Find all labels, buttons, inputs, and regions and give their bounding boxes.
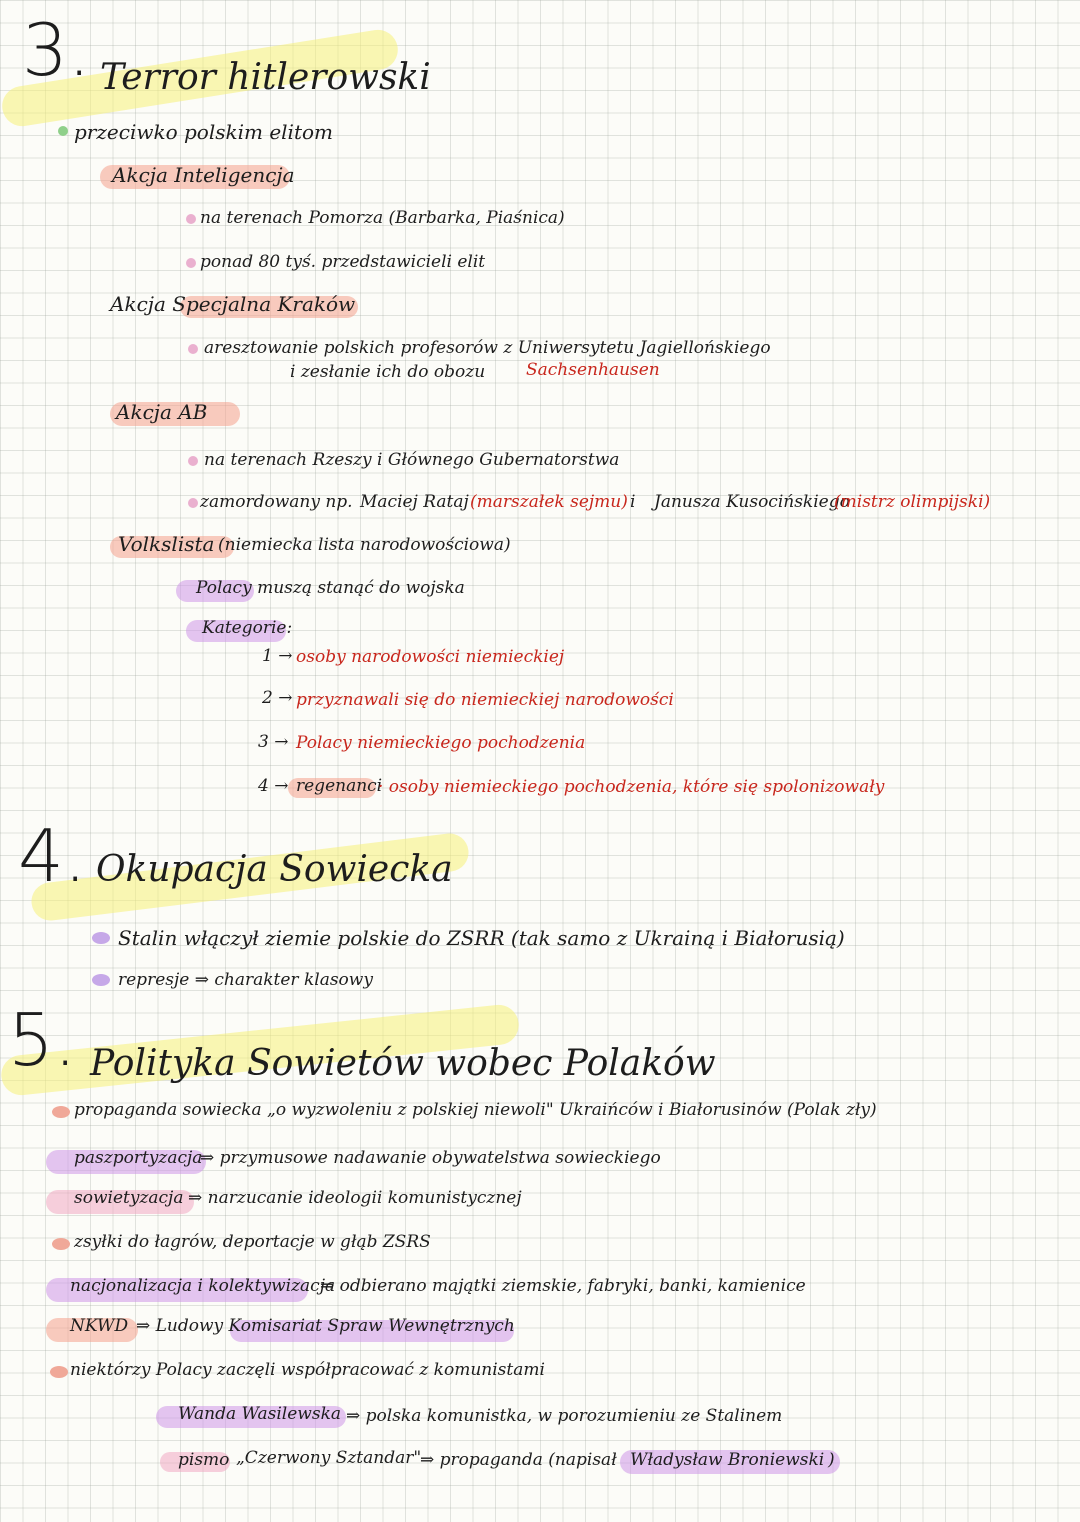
category-3-text: Polacy niemieckiego pochodzenia	[296, 733, 586, 753]
bullet-dot	[186, 258, 196, 268]
akcja-ab-point-1: na terenach Rzeszy i Głównego Gubernatorstwa	[204, 450, 620, 470]
section-4-title: Okupacja Sowiecka	[96, 849, 453, 890]
akcja-inteligencja-point-1: na terenach Pomorza (Barbarka, Piaśnica)	[200, 208, 565, 228]
s4-point-2: represje ⇒ charakter klasowy	[118, 970, 373, 990]
section-5-number: 5.	[8, 998, 77, 1082]
akcja-ab-conjunction: i	[630, 492, 636, 512]
section-5-title: Polityka Sowietów wobec Polaków	[90, 1043, 716, 1084]
volkslista-definition: (niemiecka lista narodowościowa)	[218, 535, 511, 555]
akcja-inteligencja-point-2: ponad 80 tyś. przedstawicieli elit	[200, 252, 486, 272]
bullet-dot	[52, 1106, 70, 1118]
s5-point-paszportyzacja: ⇒ przymusowe nadawanie obywatelstwa sowieckiego	[200, 1148, 661, 1168]
akcja-krakow-point-1-cont: i zesłanie ich do obozu	[290, 362, 486, 382]
bullet-dot	[188, 498, 198, 508]
s3-intro: przeciwko polskim elitom	[74, 120, 333, 144]
volkslista-point-1: Polacy muszą stanąć do wojska	[196, 578, 465, 598]
section-3-title: Terror hitlerowski	[100, 57, 431, 98]
bullet-dot	[188, 456, 198, 466]
s5-term-nkwd: NKWD	[70, 1316, 129, 1336]
bullet-dot	[92, 932, 110, 944]
s5-point-nacjonalizacja: ⇒ odbierano majątki ziemskie, fabryki, banki, kamienice	[320, 1276, 806, 1296]
s5-pismo-label: pismo	[178, 1450, 230, 1470]
s5-point-nkwd: ⇒ Ludowy Komisariat Spraw Wewnętrznych	[136, 1316, 515, 1336]
category-4-number: 4 →	[258, 776, 289, 796]
s5-point-sowietyzacja: ⇒ narzucanie ideologii komunistycznej	[188, 1188, 522, 1208]
category-1-number: 1 →	[262, 646, 293, 666]
s5-term-sowietyzacja: sowietyzacja	[74, 1188, 184, 1208]
section-4-number: 4.	[18, 814, 87, 898]
category-4-term: regenanci	[296, 776, 383, 796]
s5-point-propaganda: propaganda sowiecka „o wyzwoleniu z polskiej niewoli" Ukraińców i Białorusinów (Polak zły)	[74, 1100, 877, 1120]
bullet-dot	[50, 1366, 68, 1378]
s5-name-broniewski: Władysław Broniewski	[630, 1450, 825, 1470]
s4-point-1: Stalin włączył ziemie polskie do ZSRR (tak samo z Ukrainą i Białorusią)	[118, 926, 845, 950]
akcja-ab-name-kusocinski: Janusza Kusocińskiego	[654, 492, 850, 512]
category-3-number: 3 →	[258, 732, 289, 752]
category-1-text: osoby narodowości niemieckiej	[296, 647, 565, 667]
s5-term-czerwony-sztandar: „Czerwony Sztandar"	[236, 1448, 422, 1468]
bullet-dot	[58, 126, 68, 136]
bullet-dot	[52, 1238, 70, 1250]
bullet-dot	[92, 974, 110, 986]
akcja-ab-point-2-prefix: zamordowany np.	[200, 492, 353, 512]
bullet-dot	[188, 344, 198, 354]
category-4-text: · osoby niemieckiego pochodzenia, które się spolonizowały	[378, 777, 885, 797]
section-3-number: 3.	[22, 8, 91, 92]
s5-term-paszportyzacja: paszportyzacja	[74, 1148, 203, 1168]
volkslista-heading: Volkslista	[118, 532, 215, 556]
category-2-number: 2 →	[262, 688, 293, 708]
akcja-ab-heading: Akcja AB	[116, 400, 208, 424]
akcja-ab-role-rataj: (marszałek sejmu)	[470, 492, 628, 512]
akcja-krakow-point-1: aresztowanie polskich profesorów z Uniwersytetu Jagiellońskiego	[204, 338, 771, 358]
akcja-krakow-heading: Akcja Specjalna Kraków	[110, 292, 356, 316]
s5-point-deportacje: zsyłki do łagrów, deportacje w głąb ZSRS	[74, 1232, 431, 1252]
category-2-text: przyznawali się do niemieckiej narodowości	[296, 690, 674, 710]
akcja-krakow-camp: Sachsenhausen	[526, 360, 660, 380]
s5-term-nacjonalizacja: nacjonalizacja i kolektywizacja	[70, 1276, 336, 1296]
s5-point-wasilewska: ⇒ polska komunistka, w porozumieniu ze Stalinem	[346, 1406, 783, 1426]
akcja-ab-name-rataj: Maciej Rataj	[360, 492, 469, 512]
categories-label: Kategorie:	[202, 618, 293, 638]
s5-term-wasilewska: Wanda Wasilewska	[178, 1404, 342, 1424]
s5-closing-paren: )	[828, 1450, 835, 1470]
akcja-inteligencja-heading: Akcja Inteligencja	[112, 163, 295, 187]
akcja-ab-role-kusocinski: (mistrz olimpijski)	[834, 492, 991, 512]
s5-point-czerwony-sztandar: ⇒ propaganda (napisał	[420, 1450, 617, 1470]
s5-point-wspolpraca: niektórzy Polacy zaczęli współpracować z komunistami	[70, 1360, 545, 1380]
bullet-dot	[186, 214, 196, 224]
